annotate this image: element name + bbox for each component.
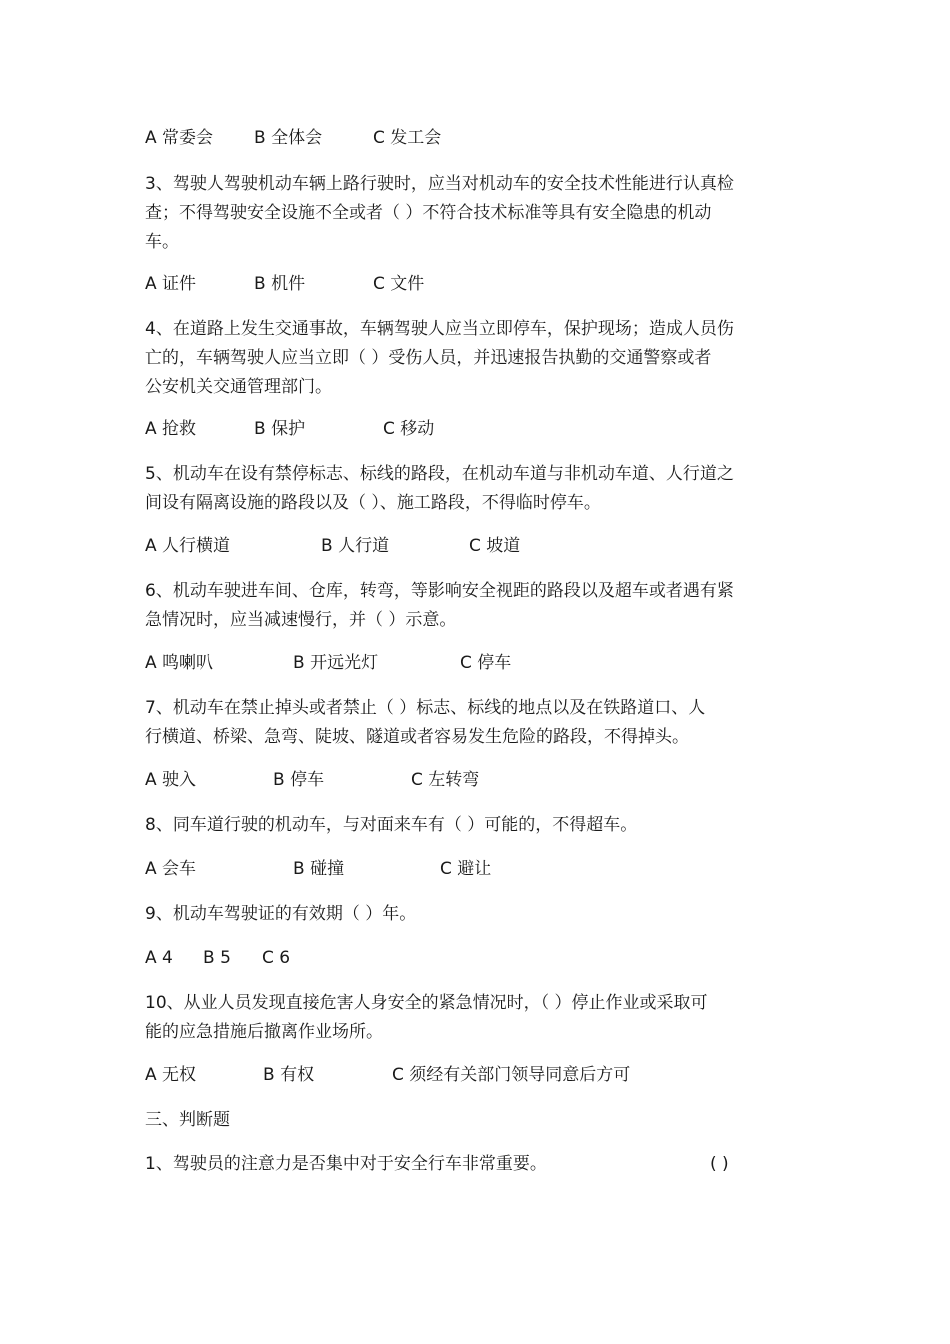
q7-option-a: A 驶入 xyxy=(145,770,197,790)
q4-line-2: 亡的，车辆驾驶人应当立即（ ）受伤人员，并迅速报告执勤的交通警察或者 xyxy=(145,348,712,368)
q4-line-3: 公安机关交通管理部门。 xyxy=(145,377,332,397)
q5-line-1: 5、机动车在设有禁停标志、标线的路段，在机动车道与非机动车道、人行道之 xyxy=(145,464,734,484)
q6-line-1: 6、机动车驶进车间、仓库，转弯，等影响安全视距的路段以及超车或者遇有紧 xyxy=(145,581,734,601)
q2-option-b: B 全体会 xyxy=(254,128,323,148)
q3-option-a: A 证件 xyxy=(145,274,197,294)
q3-line-1: 3、驾驶人驾驶机动车辆上路行驶时，应当对机动车的安全技术性能进行认真检 xyxy=(145,174,734,194)
q2-option-c: C 发工会 xyxy=(373,128,442,148)
q6-option-b: B 开远光灯 xyxy=(293,653,379,673)
q9-option-b: B 5 xyxy=(203,948,231,968)
q8-line-1: 8、同车道行驶的机动车，与对面来车有（ ）可能的，不得超车。 xyxy=(145,815,638,835)
q9-option-c: C 6 xyxy=(262,948,291,968)
q3-line-2: 查；不得驾驶安全设施不全或者（ ）不符合技术标准等具有安全隐患的机动 xyxy=(145,203,712,223)
q6-line-2: 急情况时，应当减速慢行，并（ ）示意。 xyxy=(145,610,457,630)
q8-option-b: B 碰撞 xyxy=(293,859,345,879)
q4-option-a: A 抢救 xyxy=(145,419,197,439)
judgement-item-1-text: 1、驾驶员的注意力是否集中对于安全行车非常重要。 xyxy=(145,1154,547,1174)
q7-line-1: 7、机动车在禁止掉头或者禁止（ ）标志、标线的地点以及在铁路道口、人 xyxy=(145,698,706,718)
q5-option-b: B 人行道 xyxy=(321,536,390,556)
q4-option-c: C 移动 xyxy=(383,419,435,439)
q5-option-c: C 坡道 xyxy=(469,536,521,556)
q6-option-c: C 停车 xyxy=(460,653,512,673)
q6-option-a: A 鸣喇叭 xyxy=(145,653,214,673)
q10-option-a: A 无权 xyxy=(145,1065,197,1085)
q10-option-c: C 须经有关部门领导同意后方可 xyxy=(392,1065,631,1085)
q7-line-2: 行横道、桥梁、急弯、陡坡、隧道或者容易发生危险的路段，不得掉头。 xyxy=(145,727,689,747)
q7-option-c: C 左转弯 xyxy=(411,770,480,790)
q10-line-2: 能的应急措施后撤离作业场所。 xyxy=(145,1022,383,1042)
q2-option-a: A 常委会 xyxy=(145,128,214,148)
q10-line-1: 10、从业人员发现直接危害人身安全的紧急情况时，（ ）停止作业或采取可 xyxy=(145,993,708,1013)
judgement-item-1 xyxy=(145,1154,815,1174)
section-heading-judgement: 三、判断题 xyxy=(145,1110,230,1130)
q5-option-a: A 人行横道 xyxy=(145,536,231,556)
q9-line-1: 9、机动车驾驶证的有效期（ ）年。 xyxy=(145,904,417,924)
q7-option-b: B 停车 xyxy=(273,770,325,790)
q5-line-2: 间设有隔离设施的路段以及（ ）、施工路段，不得临时停车。 xyxy=(145,493,601,513)
q3-option-c: C 文件 xyxy=(373,274,425,294)
q4-line-1: 4、在道路上发生交通事故，车辆驾驶人应当立即停车，保护现场；造成人员伤 xyxy=(145,319,734,339)
q8-option-c: C 避让 xyxy=(440,859,492,879)
q4-option-b: B 保护 xyxy=(254,419,306,439)
judgement-item-1-bracket: ( ) xyxy=(710,1154,729,1174)
q10-option-b: B 有权 xyxy=(263,1065,315,1085)
q9-option-a: A 4 xyxy=(145,948,173,968)
q3-option-b: B 机件 xyxy=(254,274,306,294)
q3-line-3: 车。 xyxy=(145,232,179,252)
q8-option-a: A 会车 xyxy=(145,859,197,879)
